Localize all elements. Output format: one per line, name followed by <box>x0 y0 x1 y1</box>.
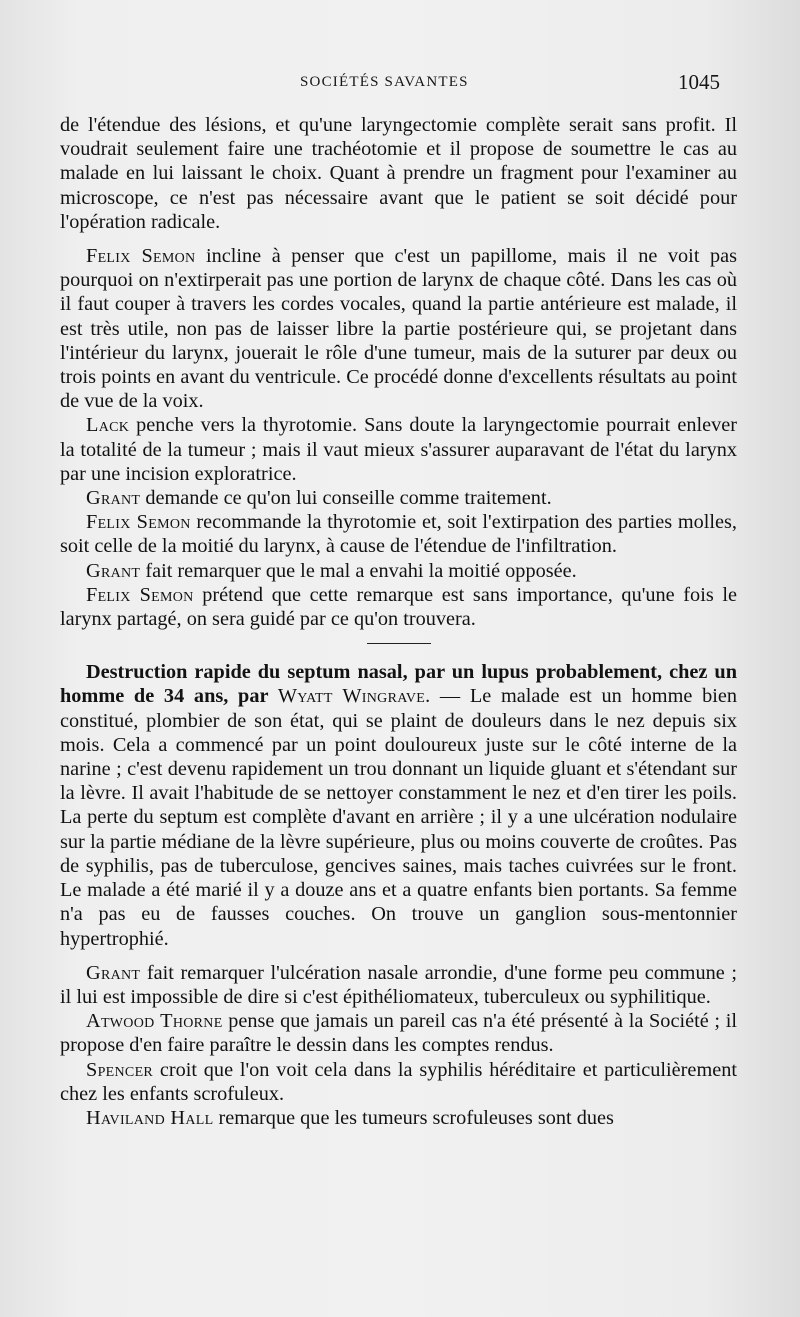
paragraph-text: incline à penser que c'est un papillome, mais il ne voit pas pourquoi on n'extirperait pas une portion de larynx de chaque côté. Dans les cas où il faut couper à travers les cordes vocales, quand la partie antérieure est malade, il est très utile, non pas de laisser libre la partie postérieure qui, se projetant dans l'intérieur du larynx, jouerait le rôle d'une tumeur, mais de la suturer par deux ou trois points en avant du ventricule. Ce procédé donne d'excellents résultats au point de vue de la voix. <box>60 245 737 413</box>
speaker-name: Felix Semon <box>86 245 196 268</box>
author-name: Wyatt Wingrave <box>277 685 426 708</box>
paragraph-text: pense que jamais un pareil cas n'a été présenté à la Société ; il propose d'en faire paraître le dessin dans les comptes rendus. <box>60 1010 737 1057</box>
paragraph-text: fait remarquer l'ulcération nasale arrondie, d'une forme peu commune ; il lui est impossible de dire si c'est épithéliomateux, tuberculeux ou syphilitique. <box>60 961 737 1008</box>
case-title: Destruction rapide du septum nasal, par un lupus probablement, chez un homme de 34 ans, par <box>60 661 737 708</box>
paragraph-continuation <box>60 113 737 234</box>
paragraph-text: croit que l'on voit cela dans la syphilis héréditaire et particulièrement chez les enfants scrofuleux. <box>60 1058 737 1105</box>
paragraph-haviland-hall <box>60 1106 737 1130</box>
paragraph-text: recommande la thyrotomie et, soit l'extirpation des parties molles, soit celle de la moitié du larynx, à cause de l'étendue de l'infiltration. <box>60 511 737 558</box>
paragraph-atwood-thorne <box>60 1009 737 1057</box>
speaker-name: Grant <box>86 559 141 582</box>
paragraph-grant <box>60 961 737 1009</box>
paragraph-felix-semon <box>60 510 737 558</box>
speaker-name: Grant <box>86 961 141 984</box>
paragraph-grant <box>60 486 737 510</box>
paragraph-lack <box>60 413 737 486</box>
paragraph-text: de l'étendue des lésions, et qu'une laryngectomie complète serait sans profit. Il voudrait seulement faire une trachéotomie et il propose de soumettre le cas au malade en lui laissant le choix. Quant à prendre un fragment pour l'examiner au microscope, ce n'est pas nécessaire avant que le patient se soit décidé pour l'opération radicale. <box>60 114 737 233</box>
page-header <box>0 70 800 96</box>
paragraph-text: prétend que cette remarque est sans importance, qu'une fois le larynx partagé, on sera guidé par ce qu'on trouvera. <box>60 583 737 631</box>
speaker-name: Spencer <box>86 1058 154 1081</box>
paragraph-grant <box>60 559 737 583</box>
case-report-paragraph <box>60 660 737 950</box>
paragraph-text: . — Le malade est un homme bien constitué, plombier de son état, qui se plaint de douleurs dans le nez depuis six mois. Cela a commencé par un point douloureux juste sur le côté interne de la narine ; c'est devenu rapidement un trou donnant un liquide gluant et s'étendant sur la lèvre. Il avait l'habitude de se nettoyer constamment le nez et d'en tirer les poils. La perte du septum est complète d'avant en arrière ; il y a une ulcération nodulaire sur la partie médiane de la lèvre supérieure, plus ou moins couverte de croûtes. Pas de syphilis, pas de tuberculose, gencives saines, mais taches cuivrées sur le front. Le malade a été marié il y a douze ans et a quatre enfants bien portants. Sa femme n'a pas eu de fausses couches. On trouve un ganglion sous-mentonnier hypertrophié. <box>60 685 737 950</box>
paragraph-spencer <box>60 1058 737 1106</box>
paragraph-felix-semon <box>60 583 737 631</box>
speaker-name: Grant <box>86 487 141 510</box>
paragraph-text: remarque que les tumeurs scrofuleuses sont dues <box>213 1106 614 1129</box>
speaker-name: Haviland Hall <box>86 1106 214 1129</box>
paragraph-felix-semon <box>60 244 737 413</box>
paragraph-text: fait remarquer que le mal a envahi la moitié opposée. <box>140 559 577 582</box>
speaker-name: Atwood Thorne <box>86 1010 223 1033</box>
paragraph-text: penche vers la thyrotomie. Sans doute la laryngectomie pourrait enlever la totalité de la tumeur ; mais il vaut mieux s'assurer auparavant de l'état du larynx par une incision exploratrice. <box>60 414 737 485</box>
speaker-name: Felix Semon <box>86 583 194 606</box>
running-title: SOCIÉTÉS SAVANTES <box>300 74 469 90</box>
section-divider <box>367 643 431 644</box>
speaker-name: Lack <box>86 414 130 437</box>
page-number: 1045 <box>678 70 720 94</box>
speaker-name: Felix Semon <box>86 511 191 534</box>
paragraph-text: demande ce qu'on lui conseille comme traitement. <box>140 487 552 510</box>
body-text <box>60 113 737 1130</box>
